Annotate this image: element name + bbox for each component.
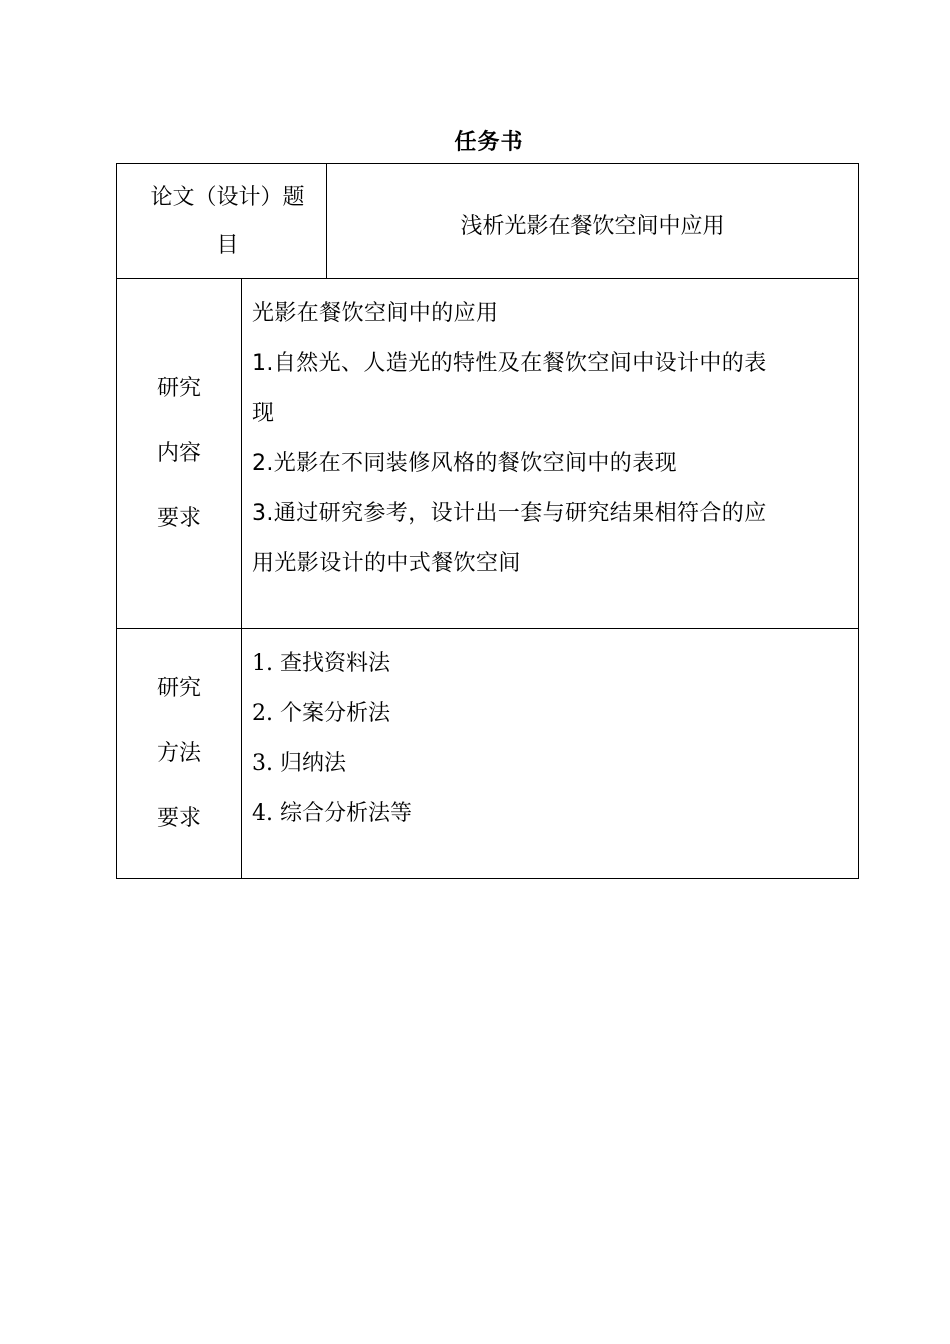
thesis-title-value: 浅析光影在餐饮空间中应用 — [327, 164, 859, 279]
research-method-row — [117, 629, 859, 879]
method-line: 4. 综合分析法等 — [252, 801, 412, 826]
content-line: 现 — [252, 401, 275, 426]
research-method-label-1: 研究 — [156, 676, 201, 701]
research-content-label-2: 内容 — [156, 441, 201, 466]
research-method-label — [117, 629, 242, 879]
method-line: 2. 个案分析法 — [252, 701, 390, 726]
content-line: 1.自然光、人造光的特性及在餐饮空间中设计中的表 — [252, 351, 767, 376]
content-line: 用光影设计的中式餐饮空间 — [252, 551, 521, 576]
research-content-label-1: 研究 — [156, 376, 201, 401]
content-line: 3.通过研究参考，设计出一套与研究结果相符合的应 — [252, 501, 767, 526]
content-line: 光影在餐饮空间中的应用 — [252, 301, 499, 326]
task-table — [116, 163, 859, 879]
research-method-label-2: 方法 — [156, 741, 201, 766]
research-method-body — [242, 629, 859, 879]
content-line: 2.光影在不同装修风格的餐饮空间中的表现 — [252, 451, 677, 476]
document-title: 任务书 — [454, 130, 524, 155]
thesis-title-label — [117, 164, 327, 279]
thesis-title-label-line-2: 目 — [216, 233, 239, 258]
research-content-body — [242, 279, 859, 629]
research-content-label — [117, 279, 242, 629]
method-line: 1. 查找资料法 — [252, 651, 390, 676]
research-content-row — [117, 279, 859, 629]
thesis-title-row — [117, 164, 859, 279]
research-method-label-3: 要求 — [156, 806, 201, 831]
research-content-label-3: 要求 — [156, 506, 201, 531]
method-line: 3. 归纳法 — [252, 751, 346, 776]
thesis-title-label-line-1: 论文（设计）题 — [150, 185, 305, 210]
